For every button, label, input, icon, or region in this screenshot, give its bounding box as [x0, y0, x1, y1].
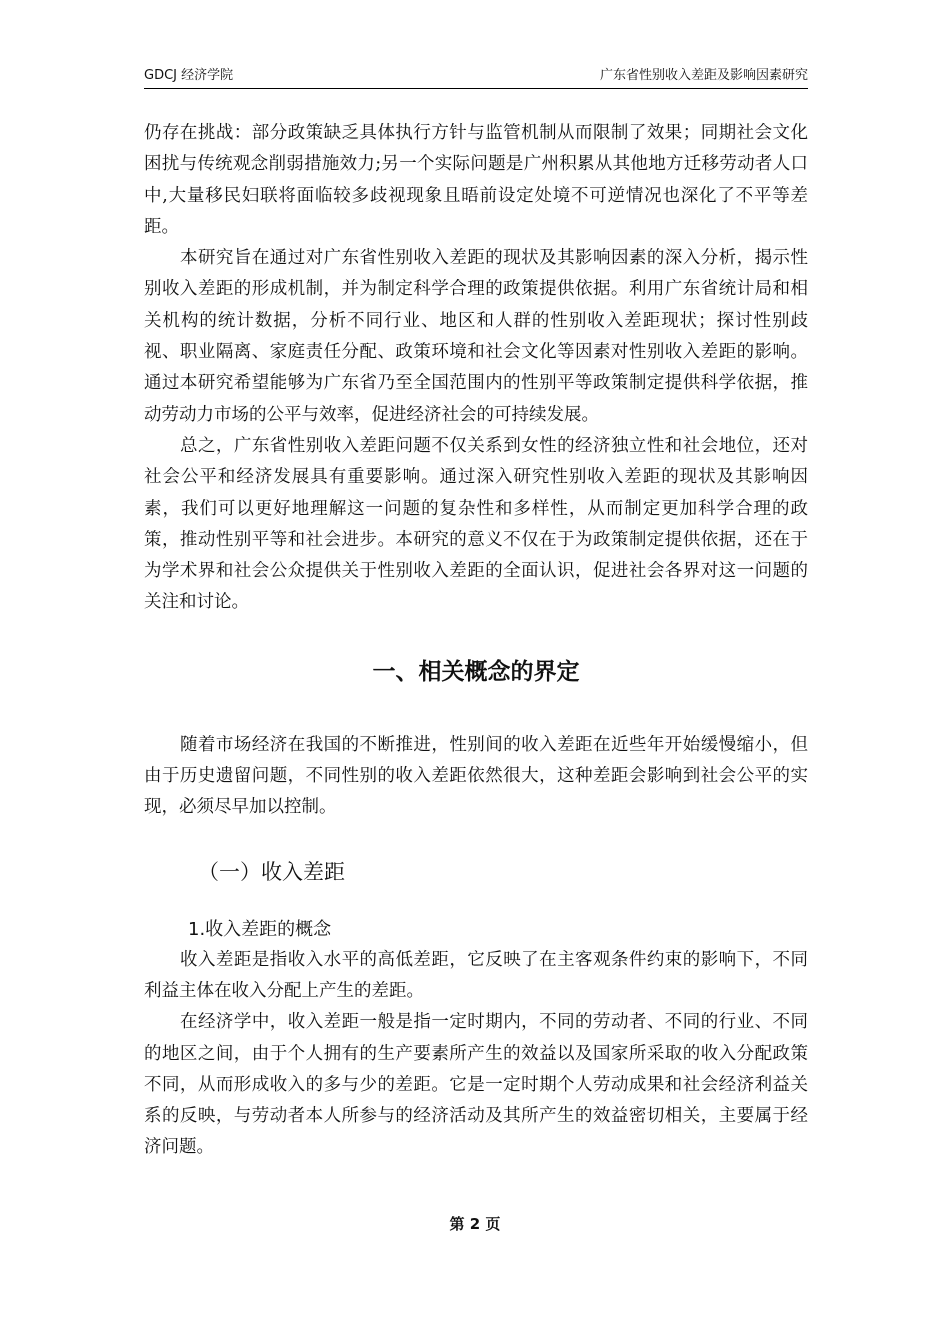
- section-heading: 一、相关概念的界定: [372, 658, 580, 685]
- paragraph-definition: 收入差距是指收入水平的高低差距，它反映了在主客观条件约束的影响下，不同利益主体在收入分配上产生的差距。: [144, 949, 808, 1001]
- header-paper-title: 广东省性别收入差距及影响因素研究: [599, 68, 808, 83]
- subsubsection-heading: 1.收入差距的概念: [188, 918, 332, 940]
- paragraph-research-aim: 本研究旨在通过对广东省性别收入差距的现状及其影响因素的深入分析，揭示性别收入差距的形成机制，并为制定科学合理的政策提供依据。利用广东省统计局和相关机构的统计数据，分析不同行业、地区和人群的性别收入差距现状；探讨性别歧视、职业隔离、家庭责任分配、政策环境和社会文化等因素对性别收入差距的影响。通过本研究希望能够为广东省乃至全国范围内的性别平等政策制定提供科学依据，推动劳动力市场的公平与效率，促进经济社会的可持续发展。: [144, 248, 808, 425]
- paragraph-summary: 总之，广东省性别收入差距问题不仅关系到女性的经济独立性和社会地位，还对社会公平和经济发展具有重要影响。通过深入研究性别收入差距的现状及其影响因素，我们可以更好地理解这一问题的复杂性和多样性，从而制定更加科学合理的政策，推动性别平等和社会进步。本研究的意义不仅在于为政策制定提供依据，还在于为学术界和社会公众提供关于性别收入差距的全面认识，促进社会各界对这一问题的关注和讨论。: [144, 435, 808, 613]
- header-institution: GDCJ 经济学院: [144, 68, 234, 83]
- paragraph-economics-definition: 在经济学中，收入差距一般是指一定时期内，不同的劳动者、不同的行业、不同的地区之间，由于个人拥有的生产要素所产生的效益以及国家所采取的收入分配政策不同，从而形成收入的多与少的差距。它是一定时期个人劳动成果和社会经济利益关系的反映，与劳动者本人所参与的经济活动及其所产生的效益密切相关，主要属于经济问题。: [144, 1012, 808, 1158]
- paragraph-section-intro: 随着市场经济在我国的不断推进，性别间的收入差距在近些年开始缓慢缩小，但由于历史遗留问题，不同性别的收入差距依然很大，这种差距会影响到社会公平的实现，必须尽早加以控制。: [144, 734, 808, 818]
- paragraph-continued: 仍存在挑战：部分政策缺乏具体执行方针与监管机制从而限制了效果；同期社会文化困扰与传统观念削弱措施效力;另一个实际问题是广州积累从其他地方迁移劳动者人口中,大量移民妇联将面临较多歧视现象且晤前设定处境不可逆情况也深化了不平等差距。: [144, 123, 808, 237]
- page-body: [144, 118, 808, 1164]
- page-number: 第 2 页: [449, 1215, 501, 1233]
- subsection-heading: （一）收入差距: [198, 859, 345, 884]
- page-header: [144, 66, 808, 89]
